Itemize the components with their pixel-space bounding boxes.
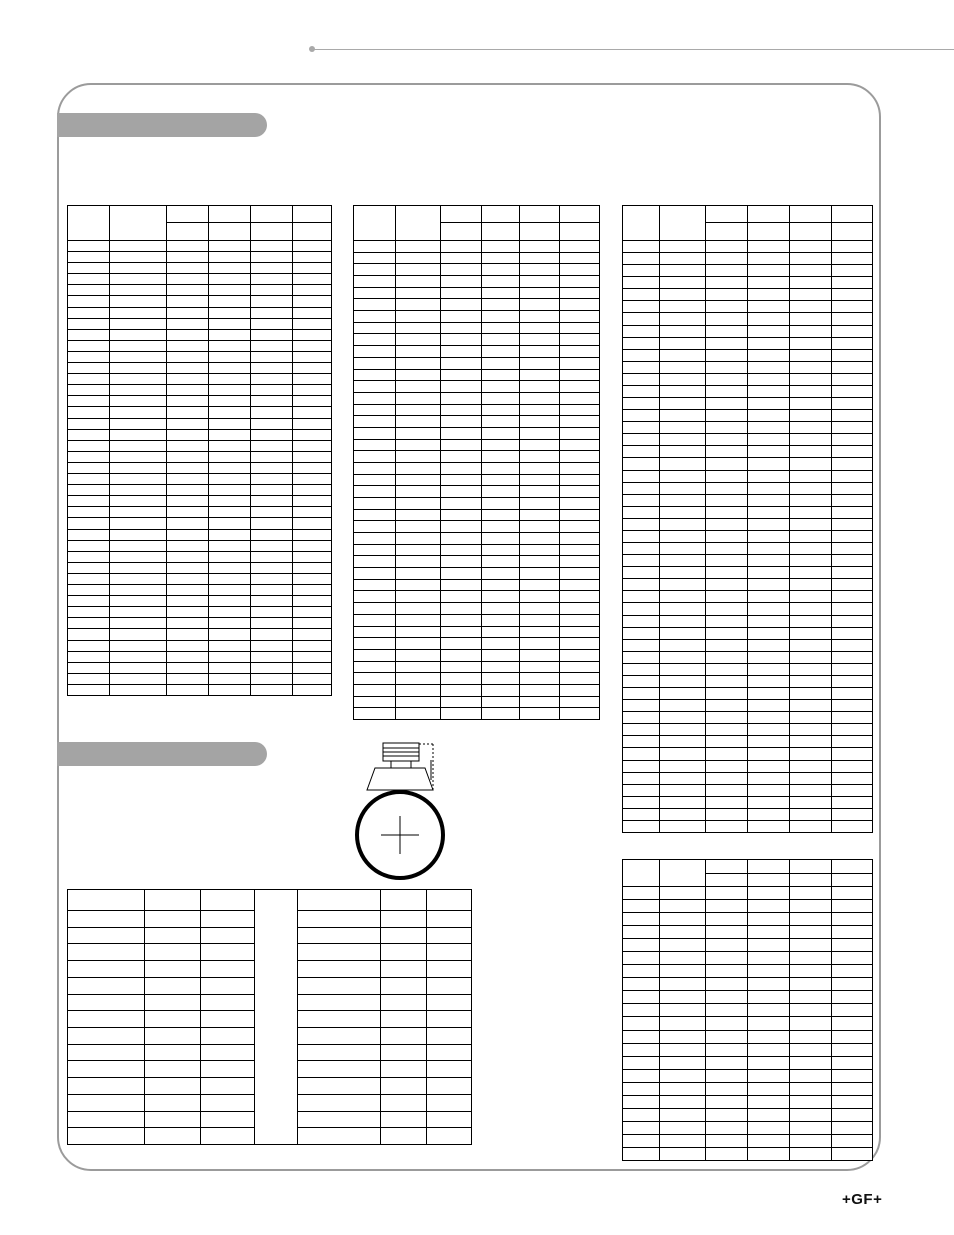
table-row-line <box>354 590 599 591</box>
table-row-line <box>354 579 599 580</box>
table-column-line <box>789 860 790 1160</box>
table-subheader-line <box>481 222 519 223</box>
table-subheader-line <box>559 222 599 223</box>
table-row-line <box>354 322 599 323</box>
table-subheader-line <box>789 222 831 223</box>
table-row-line <box>354 392 599 393</box>
table-row-line <box>354 637 599 638</box>
table-row-line <box>354 474 599 475</box>
table-row-line <box>354 462 599 463</box>
table-row-line <box>354 567 599 568</box>
table-row-line <box>298 1027 471 1028</box>
table-column-line <box>705 860 706 1160</box>
table-row-line <box>354 310 599 311</box>
table-subheader-line <box>831 873 872 874</box>
table-row-line <box>354 415 599 416</box>
table-row-line <box>354 626 599 627</box>
table-row-line <box>298 1044 471 1045</box>
table-row-line <box>298 927 471 928</box>
table-row-line <box>298 977 471 978</box>
table-subheader-line <box>831 222 872 223</box>
rule-line <box>313 49 954 50</box>
table-row-line <box>354 287 599 288</box>
section-header-bar-1 <box>57 113 267 137</box>
table-column-line <box>426 890 427 1144</box>
table-row-line <box>354 684 599 685</box>
table-row-line <box>298 1077 471 1078</box>
table-header-line <box>298 910 471 911</box>
table-row-line <box>354 544 599 545</box>
table-row-line <box>298 943 471 944</box>
table-row-line <box>354 439 599 440</box>
table-subheader-line <box>747 222 789 223</box>
table-column-line <box>481 206 482 719</box>
table-column-line <box>659 860 660 1160</box>
table-row-line <box>354 298 599 299</box>
dimension-table-a <box>67 205 332 696</box>
table-header-line <box>68 910 254 911</box>
dimension-table-d <box>622 859 873 1161</box>
table-column-line <box>659 206 660 832</box>
table-row-line <box>298 1111 471 1112</box>
table-subheader-line <box>166 222 208 223</box>
table-column-line <box>200 890 201 1144</box>
table-column-line <box>144 890 145 1144</box>
table-column-line <box>705 206 706 832</box>
table-row-line <box>68 1111 254 1112</box>
table-subheader-line <box>789 873 831 874</box>
table-column-line <box>109 206 110 695</box>
dimension-table-f <box>297 889 472 1145</box>
table-row-line <box>354 450 599 451</box>
table-subheader-line <box>705 222 747 223</box>
table-row-line <box>354 275 599 276</box>
table-row-line <box>68 927 254 928</box>
table-row-line <box>68 1044 254 1045</box>
table-row-line <box>354 333 599 334</box>
table-column-line <box>831 206 832 832</box>
table-row-line <box>298 960 471 961</box>
table-subheader-line <box>519 222 559 223</box>
table-subheader-line <box>208 222 250 223</box>
table-row-line <box>298 1010 471 1011</box>
table-row-line <box>354 357 599 358</box>
table-row-line <box>354 497 599 498</box>
dimension-table-b <box>353 205 600 720</box>
table-row-line <box>354 380 599 381</box>
table-column-line <box>395 206 396 719</box>
saddle-fitting-on-pipe-diagram-icon <box>345 740 455 885</box>
table-row-line <box>68 977 254 978</box>
table-row-line <box>354 614 599 615</box>
table-row-line <box>354 369 599 370</box>
table-row-line <box>68 1060 254 1061</box>
table-row-line <box>68 960 254 961</box>
table-row-line <box>354 485 599 486</box>
table-row-line <box>354 520 599 521</box>
gf-logo: +GF+ <box>842 1191 883 1208</box>
table-subheader-line <box>705 873 747 874</box>
table-column-line <box>250 206 251 695</box>
table-row-line <box>354 602 599 603</box>
table-column-line <box>747 860 748 1160</box>
table-subheader-line <box>250 222 292 223</box>
table-column-line <box>789 206 790 832</box>
table-row-line <box>354 649 599 650</box>
table-row-line <box>354 345 599 346</box>
table-row-line <box>354 427 599 428</box>
table-row-line <box>298 994 471 995</box>
table-row-line <box>354 404 599 405</box>
dimension-table-c <box>622 205 873 833</box>
table-subheader-line <box>292 222 331 223</box>
table-row-line <box>68 1127 254 1128</box>
table-column-line <box>440 206 441 719</box>
table-row-line <box>68 1094 254 1095</box>
table-column-line <box>166 206 167 695</box>
table-row-line <box>354 707 599 708</box>
table-row-line <box>68 943 254 944</box>
table-row-line <box>298 1094 471 1095</box>
table-row-line <box>68 1027 254 1028</box>
table-column-line <box>380 890 381 1144</box>
table-column-line <box>208 206 209 695</box>
table-column-line <box>292 206 293 695</box>
table-column-line <box>519 206 520 719</box>
table-row-line <box>354 509 599 510</box>
table-row-line <box>354 532 599 533</box>
table-header-line <box>354 240 599 241</box>
table-row-line <box>298 1060 471 1061</box>
table-row-line <box>68 1010 254 1011</box>
dimension-table-e <box>67 889 255 1145</box>
table-subheader-line <box>747 873 789 874</box>
table-row-line <box>354 696 599 697</box>
table-row-line <box>68 994 254 995</box>
table-column-line <box>747 206 748 832</box>
table-row-line <box>354 252 599 253</box>
table-row-line <box>298 1127 471 1128</box>
table-subheader-line <box>440 222 481 223</box>
table-row-line <box>354 661 599 662</box>
table-row-line <box>354 263 599 264</box>
table-row-line <box>354 555 599 556</box>
table-column-line <box>831 860 832 1160</box>
table-row-line <box>68 1077 254 1078</box>
table-row-line <box>354 672 599 673</box>
section-header-bar-2 <box>57 742 267 766</box>
table-column-line <box>559 206 560 719</box>
